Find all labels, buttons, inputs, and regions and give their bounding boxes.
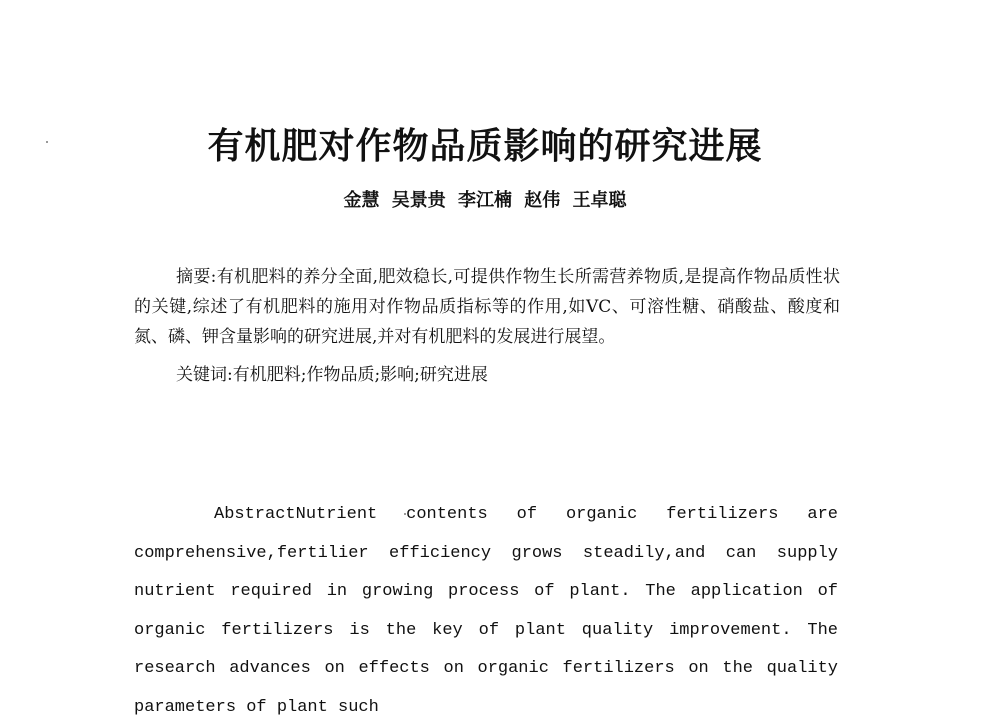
english-abstract: AbstractNutrient contents of organic fertilizers are comprehensive,fertilier efficiency grows steadily,and can supply nutrient required in growing process of plant. The application of organic fertilizers is the key of plant quality improvement. The research advances on effects on organic fertilizers on the quality parameters of plant such: [134, 505, 838, 717]
author-list: 金慧 吴景贵 李江楠 赵伟 王卓聪: [343, 190, 627, 211]
chinese-abstract-section: [134, 262, 840, 390]
chinese-keywords: 关键词:有机肥料;作物品质;影响;研究进展: [176, 365, 488, 385]
chinese-abstract: 摘要:有机肥料的养分全面,肥效稳长,可提供作物生长所需营养物质,是提高作物品质性状的关键,综述了有机肥料的施用对作物品质指标等的作用,如VC、可溶性糖、硝酸盐、酸度和氮、磷、钾含量影响的研究进展,并对有机肥料的发展进行展望。: [134, 267, 840, 347]
english-abstract-section: [134, 496, 838, 727]
paper-title: 有机肥对作物品质影响的研究进展: [207, 125, 763, 167]
